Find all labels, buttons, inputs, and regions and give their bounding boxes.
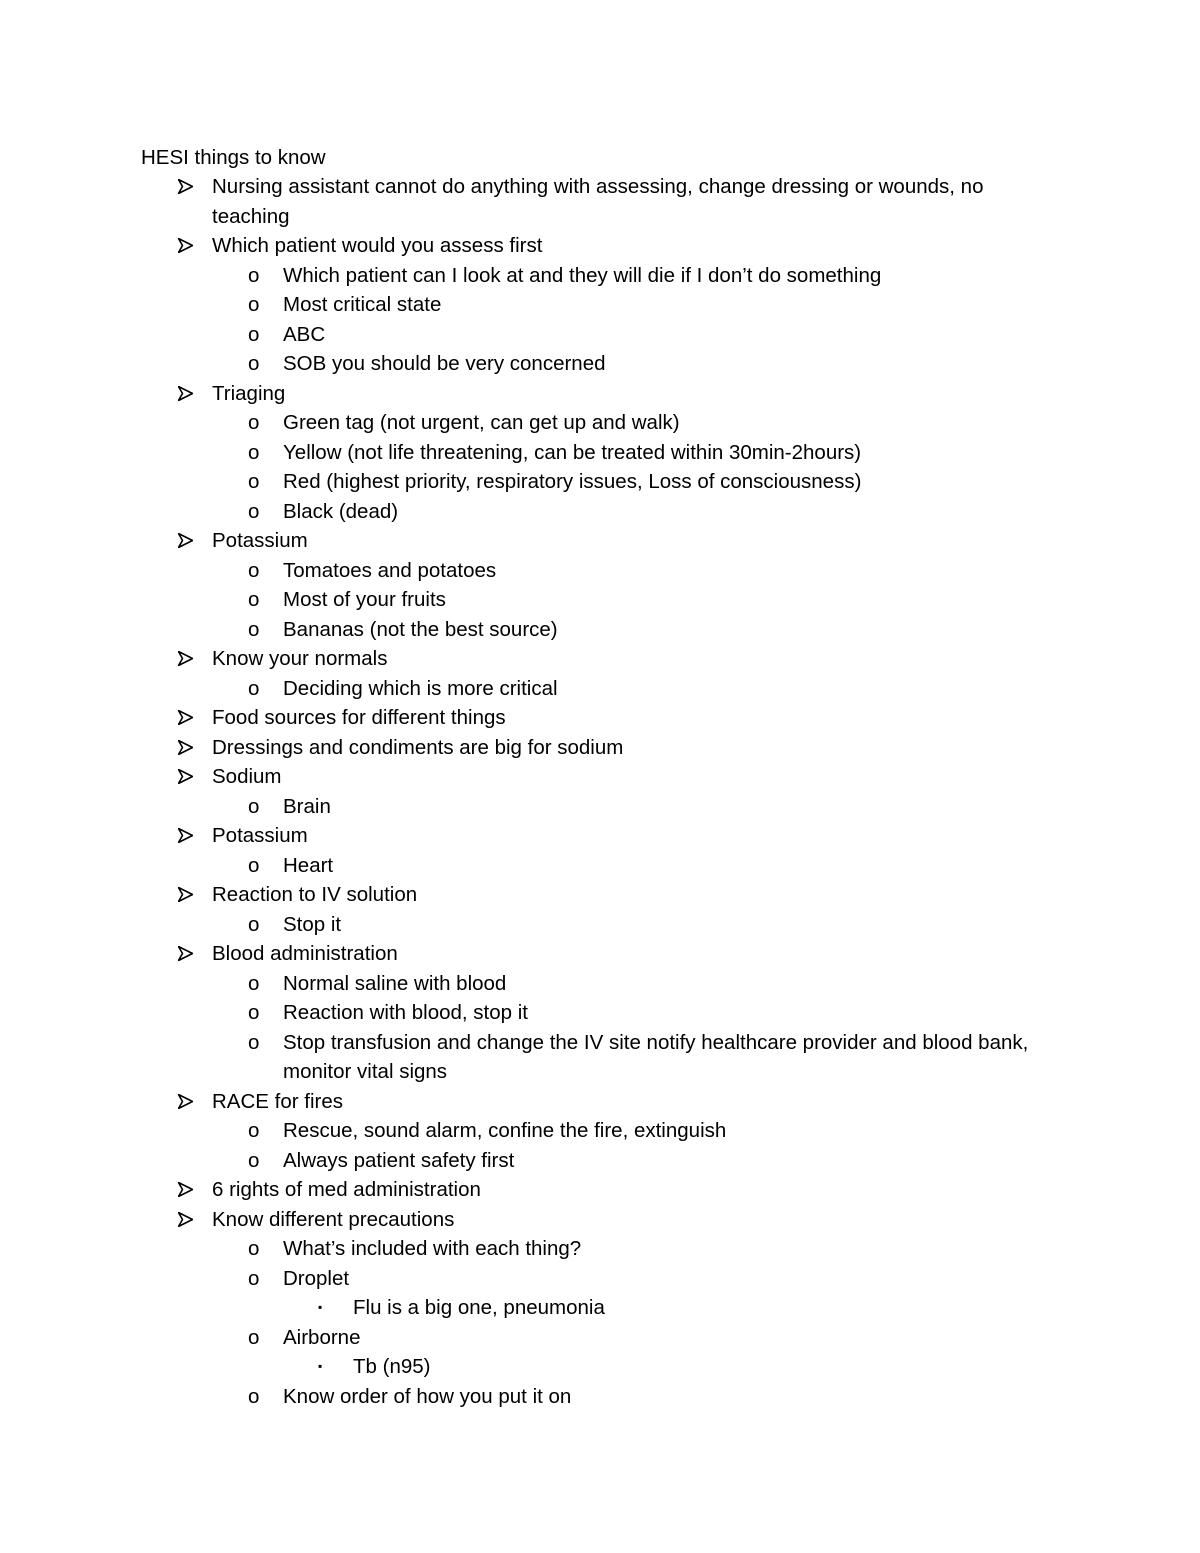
square-bullet-marker: ▪ bbox=[318, 1300, 323, 1314]
list-item bbox=[0, 1234, 1200, 1264]
list-item-text: Which patient can I look at and they will die if I don’t do something bbox=[283, 263, 882, 287]
list-item-text: Tomatoes and potatoes bbox=[283, 558, 497, 582]
circle-bullet-marker: o bbox=[248, 499, 260, 523]
list-item bbox=[0, 349, 1200, 379]
list-item-text: Always patient safety first bbox=[283, 1148, 515, 1172]
list-item bbox=[0, 1028, 1200, 1087]
list-item-text: Airborne bbox=[283, 1325, 361, 1349]
list-item-text: Triaging bbox=[212, 381, 286, 405]
circle-bullet-marker: o bbox=[248, 440, 260, 464]
list-item-text: Dressings and condiments are big for sodium bbox=[212, 735, 624, 759]
arrow-bullet-icon bbox=[178, 821, 193, 843]
list-item bbox=[0, 1264, 1200, 1294]
list-item-text: Deciding which is more critical bbox=[283, 676, 558, 700]
list-item bbox=[0, 1323, 1200, 1353]
list-item bbox=[0, 674, 1200, 704]
list-item-text: Yellow (not life threatening, can be treated within 30min-2hours) bbox=[283, 440, 862, 464]
circle-bullet-marker: o bbox=[248, 322, 260, 346]
list-item bbox=[0, 231, 1200, 261]
bullet-outline bbox=[0, 172, 1200, 1411]
list-item-text: Reaction to IV solution bbox=[212, 883, 418, 906]
circle-bullet-marker: o bbox=[248, 1384, 260, 1408]
list-item bbox=[0, 910, 1200, 940]
list-item-text: Brain bbox=[283, 794, 331, 818]
list-item bbox=[0, 379, 1200, 409]
circle-bullet-marker: o bbox=[248, 853, 260, 877]
circle-bullet-marker: o bbox=[248, 352, 260, 375]
list-item bbox=[0, 821, 1200, 851]
list-item-text: Rescue, sound alarm, confine the fire, extinguish bbox=[283, 1119, 727, 1142]
list-item-text: Tb (n95) bbox=[353, 1355, 431, 1378]
square-bullet-marker: ▪ bbox=[318, 1359, 323, 1373]
arrow-bullet-icon bbox=[178, 939, 193, 961]
list-item-text: Nursing assistant cannot do anything with assessing, change dressing or wounds, no teaching bbox=[212, 175, 984, 228]
circle-bullet-marker: o bbox=[248, 676, 260, 700]
list-item-text: Food sources for different things bbox=[212, 706, 506, 729]
arrow-bullet-icon bbox=[178, 762, 193, 784]
circle-bullet-marker: o bbox=[248, 1030, 260, 1054]
list-item-text: Flu is a big one, pneumonia bbox=[353, 1296, 605, 1319]
list-item bbox=[0, 1175, 1200, 1205]
circle-bullet-marker: o bbox=[248, 1237, 260, 1260]
circle-bullet-marker: o bbox=[248, 971, 260, 995]
arrow-bullet-icon bbox=[178, 644, 193, 666]
list-item bbox=[0, 1205, 1200, 1235]
list-item bbox=[0, 1352, 1200, 1382]
document-title: HESI things to know bbox=[141, 146, 326, 169]
list-item-text: Potassium bbox=[212, 824, 308, 847]
list-item-text: What’s included with each thing? bbox=[283, 1237, 582, 1260]
list-item bbox=[0, 556, 1200, 586]
list-item bbox=[0, 939, 1200, 969]
list-item bbox=[0, 615, 1200, 645]
list-item bbox=[0, 880, 1200, 910]
list-item bbox=[0, 497, 1200, 527]
arrow-bullet-icon bbox=[178, 1205, 193, 1227]
list-item-text: Most critical state bbox=[283, 293, 442, 316]
list-item bbox=[0, 644, 1200, 674]
list-item bbox=[0, 851, 1200, 881]
list-item-text: Potassium bbox=[212, 529, 308, 552]
list-item bbox=[0, 703, 1200, 733]
list-item bbox=[0, 467, 1200, 497]
list-item-text: Sodium bbox=[212, 765, 282, 788]
circle-bullet-marker: o bbox=[248, 1266, 260, 1290]
circle-bullet-marker: o bbox=[248, 617, 260, 641]
list-item bbox=[0, 969, 1200, 999]
list-item bbox=[0, 1293, 1200, 1323]
arrow-bullet-icon bbox=[178, 231, 193, 253]
circle-bullet-marker: o bbox=[248, 411, 260, 434]
list-item-text: Know your normals bbox=[212, 647, 388, 670]
circle-bullet-marker: o bbox=[248, 588, 260, 611]
list-item-text: Know different precautions bbox=[212, 1207, 455, 1231]
list-item-text: Know order of how you put it on bbox=[283, 1384, 572, 1408]
circle-bullet-marker: o bbox=[248, 1148, 260, 1172]
list-item-text: Stop transfusion and change the IV site notify healthcare provider and blood bank, monitor vital signs bbox=[283, 1030, 1029, 1083]
circle-bullet-marker: o bbox=[248, 293, 260, 316]
list-item-text: Most of your fruits bbox=[283, 588, 446, 611]
list-item-text: Red (highest priority, respiratory issues, Loss of consciousness) bbox=[283, 470, 862, 493]
list-item bbox=[0, 290, 1200, 320]
list-item bbox=[0, 1146, 1200, 1176]
arrow-bullet-icon bbox=[178, 172, 193, 194]
list-item bbox=[0, 733, 1200, 763]
circle-bullet-marker: o bbox=[248, 794, 260, 818]
circle-bullet-marker: o bbox=[248, 1119, 260, 1142]
list-item-text: Droplet bbox=[283, 1266, 350, 1290]
list-item bbox=[0, 792, 1200, 822]
list-item bbox=[0, 320, 1200, 350]
list-item bbox=[0, 526, 1200, 556]
list-item-text: Which patient would you assess first bbox=[212, 234, 543, 257]
list-item-text: ABC bbox=[283, 322, 326, 346]
list-item bbox=[0, 1382, 1200, 1412]
arrow-bullet-icon bbox=[178, 733, 193, 755]
list-item-text: Blood administration bbox=[212, 942, 398, 965]
circle-bullet-marker: o bbox=[248, 263, 260, 287]
list-item bbox=[0, 585, 1200, 615]
list-item-text: RACE for fires bbox=[212, 1089, 343, 1113]
arrow-bullet-icon bbox=[178, 1087, 193, 1109]
list-item bbox=[0, 1116, 1200, 1146]
list-item-text: Heart bbox=[283, 853, 334, 877]
list-item bbox=[0, 261, 1200, 291]
list-item-text: Bananas (not the best source) bbox=[283, 617, 558, 641]
list-item-text: SOB you should be very concerned bbox=[283, 352, 606, 375]
list-item-text: Reaction with blood, stop it bbox=[283, 1001, 528, 1024]
list-item-text: 6 rights of med administration bbox=[212, 1178, 481, 1201]
list-item bbox=[0, 998, 1200, 1028]
list-item-text: Black (dead) bbox=[283, 499, 399, 523]
list-item bbox=[0, 1087, 1200, 1117]
arrow-bullet-icon bbox=[178, 379, 193, 401]
arrow-bullet-icon bbox=[178, 880, 193, 902]
circle-bullet-marker: o bbox=[248, 470, 260, 493]
arrow-bullet-icon bbox=[178, 526, 193, 548]
list-item bbox=[0, 438, 1200, 468]
list-item-text: Stop it bbox=[283, 912, 342, 936]
list-item-text: Normal saline with blood bbox=[283, 971, 507, 995]
list-item bbox=[0, 172, 1200, 231]
arrow-bullet-icon bbox=[178, 703, 193, 725]
list-item bbox=[0, 762, 1200, 792]
list-item bbox=[0, 408, 1200, 438]
circle-bullet-marker: o bbox=[248, 1001, 260, 1024]
circle-bullet-marker: o bbox=[248, 912, 260, 936]
circle-bullet-marker: o bbox=[248, 558, 260, 582]
circle-bullet-marker: o bbox=[248, 1325, 260, 1349]
list-item-text: Green tag (not urgent, can get up and walk) bbox=[283, 411, 680, 434]
arrow-bullet-icon bbox=[178, 1175, 193, 1197]
